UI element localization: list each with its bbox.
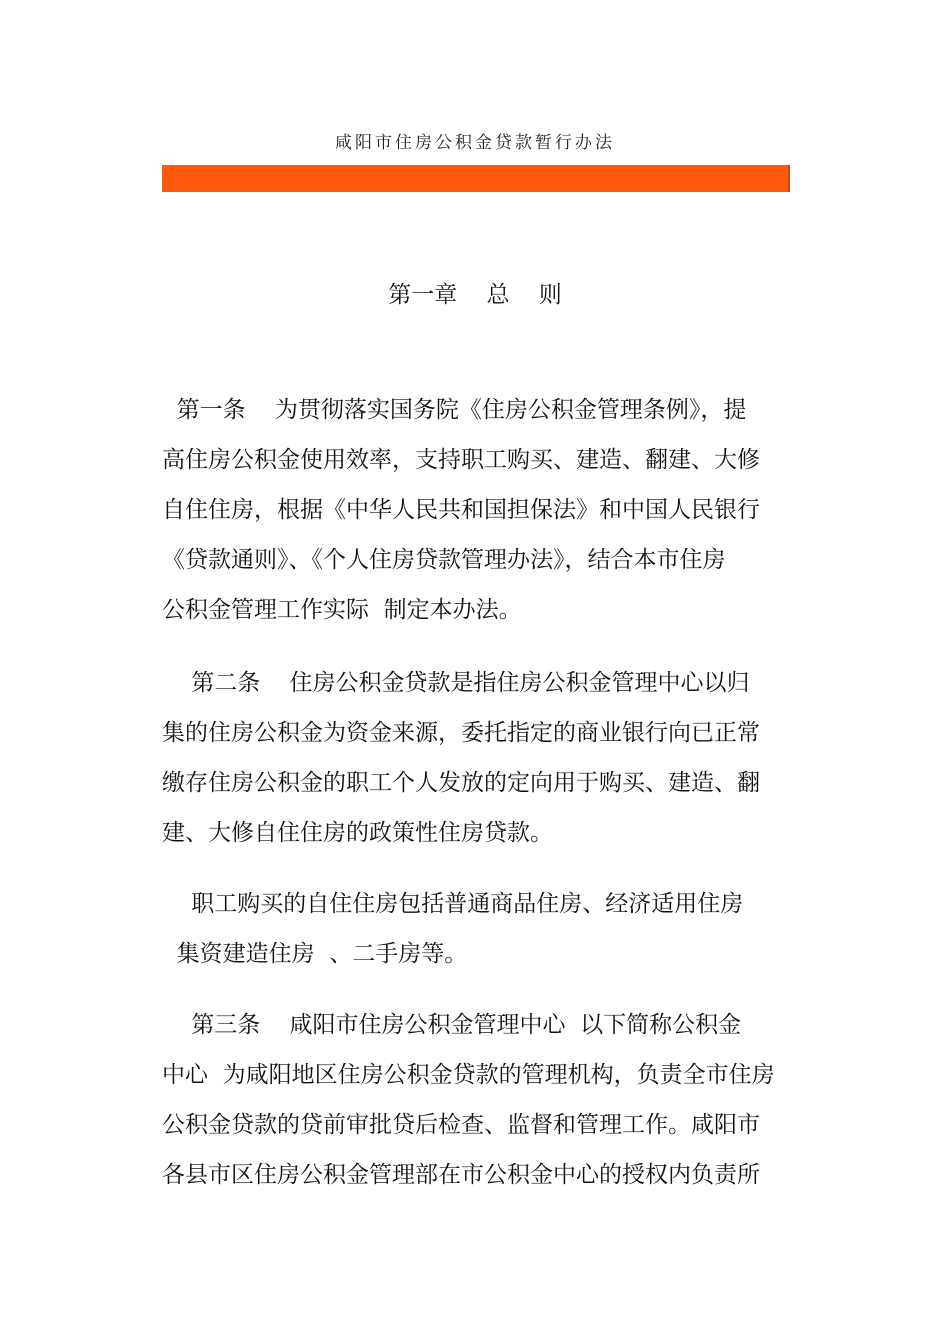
header-bar — [162, 165, 789, 192]
document-header-title: 咸阳市住房公积金贷款暂行办法 — [335, 133, 615, 153]
paragraph-line: 缴存住房公积金的职工个人发放的定向用于购买、建造、翻 — [162, 770, 760, 796]
paragraph-line: 职工购买的自住住房包括普通商品住房、经济适用住房 — [162, 891, 744, 917]
paragraph-line: 中心 为咸阳地区住房公积金贷款的管理机构，负责全市住房 — [162, 1062, 775, 1088]
header-bar-edge — [788, 165, 790, 192]
paragraph-line: 《贷款通则》、《个人住房贷款管理办法》，结合本市住房 — [162, 547, 726, 573]
paragraph-line: 第三条 咸阳市住房公积金管理中心 以下简称公积金 — [162, 1012, 742, 1038]
paragraph-line: 自住住房，根据《中华人民共和国担保法》和中国人民银行 — [162, 497, 760, 523]
paragraph-line: 各县市区住房公积金管理部在市公积金中心的授权内负责所 — [162, 1162, 760, 1188]
paragraph-line: 第一条 为贯彻落实国务院《住房公积金管理条例》，提 — [162, 397, 747, 423]
article-2-paragraph — [162, 658, 760, 858]
chapter-title: 第一章 总 则 — [388, 282, 562, 308]
paragraph-line: 第二条 住房公积金贷款是指住房公积金管理中心以归 — [162, 670, 750, 696]
article-1-paragraph — [162, 385, 760, 635]
paragraph-line: 建、大修自住住房的政策性住房贷款。 — [162, 820, 553, 846]
paragraph-line: 公积金管理工作实际 制定本办法。 — [162, 597, 522, 623]
paragraph-line: 集的住房公积金为资金来源，委托指定的商业银行向已正常 — [162, 720, 760, 746]
article-3-paragraph — [162, 1000, 775, 1200]
paragraph-line: 公积金贷款的贷前审批贷后检查、监督和管理工作。咸阳市 — [162, 1112, 760, 1138]
paragraph-line: 集资建造住房 、二手房等。 — [162, 941, 468, 967]
housing-types-paragraph — [162, 879, 743, 979]
paragraph-line: 高住房公积金使用效率，支持职工购买、建造、翻建、大修 — [162, 447, 760, 473]
